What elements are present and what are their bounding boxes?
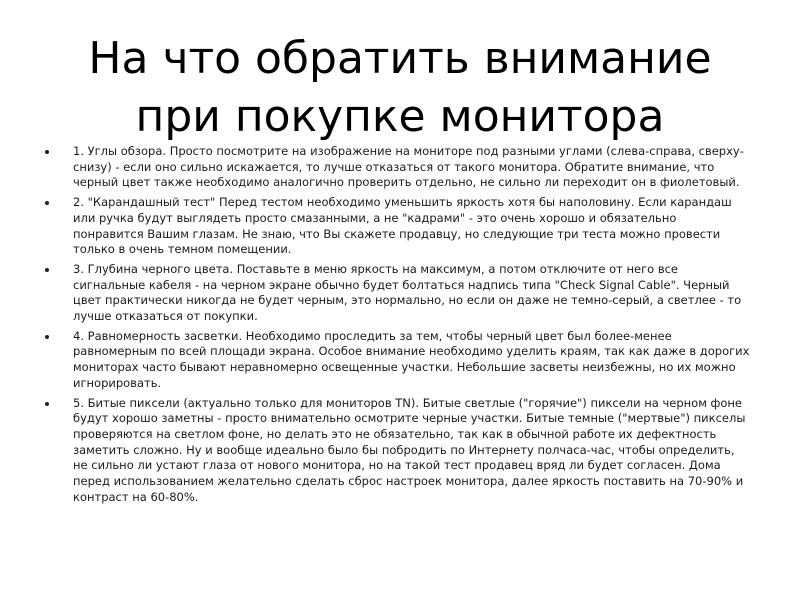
bullet-text: 4. Равномерность засветки. Необходимо проследить за тем, чтобы черный цвет был более-менее равномерным по всей площади экрана. Особое внимание необходимо уделить краям, так как даже в дорогих мониторах часто бывают неравномерно освещенные участки. Небольшие засветы неизбежны, но их можно игнорировать.	[73, 328, 750, 390]
bullet-item-viewing-angles	[40, 144, 750, 191]
bullet-text: 3. Глубина черного цвета. Поставьте в меню яркость на максимум, а потом отключите от него все сигнальные кабеля - на черном экране обычно будет болтаться надпись типа "Check Signal Cable". Черный цвет практически никогда не будет черным, это нормально, но если он даже не темно-серый, а светлее - то лучше отказаться от покупки.	[73, 261, 742, 324]
bullet-dot-icon	[45, 402, 49, 406]
bullet-dot-icon	[45, 335, 49, 339]
bullet-item-dead-pixels	[40, 396, 750, 506]
bullet-dot-icon	[45, 150, 49, 154]
title-line-1: На что обратить внимание	[88, 33, 712, 84]
bullet-item-black-depth	[40, 262, 750, 325]
slide-title	[20, 30, 780, 146]
title-line-2: при покупке монитора	[135, 91, 665, 142]
bullet-item-backlight-uniformity	[40, 329, 750, 392]
bullet-text: 1. Углы обзора. Просто посмотрите на изображение на мониторе под разными углами (слева-справа, сверху-снизу) - если оно сильно искажается, то лучше отказаться от такого монитора. Обратите внимание, что черный цвет также необходимо аналогично проверить отдельно, не сильно ли переходит он в фиолетовый.	[73, 144, 744, 190]
bullet-dot-icon	[45, 201, 49, 205]
bullet-text: 2. "Карандашный тест" Перед тестом необходимо уменьшить яркость хотя бы наполовину. Если карандаш или ручка будут выглядеть просто смазанными, а не "кадрами" - это очень хорошо и обязательно понравится Вашим глазам. Не знаю, что Вы скажете продавцу, но следующие три теста можно провести только в очень темном помещении.	[73, 195, 732, 257]
bullet-list	[40, 144, 750, 509]
bullet-text: 5. Битые пиксели (актуально только для мониторов TN). Битые светлые ("горячие") пиксели на черном фоне будут хорошо заметны - просто внимательно осмотрите черные участки. Битые темные ("мертвые") пикселы проверяются на светлом фоне, но делать это не обязательно, так как в обычной работе их дефектность заметить сложно. Ну и вообще идеально было бы побродить по Интернету полчаса-час, чтобы определить, не сильно ли устают глаза от нового монитора, но на такой тест продавец вряд ли будет согласен. Дома перед использованием желательно сделать сброс настроек монитора, далее яркость поставить на 70-90% и контраст на 60-80%.	[73, 395, 746, 504]
bullet-item-pencil-test	[40, 195, 750, 258]
bullet-dot-icon	[45, 268, 49, 272]
